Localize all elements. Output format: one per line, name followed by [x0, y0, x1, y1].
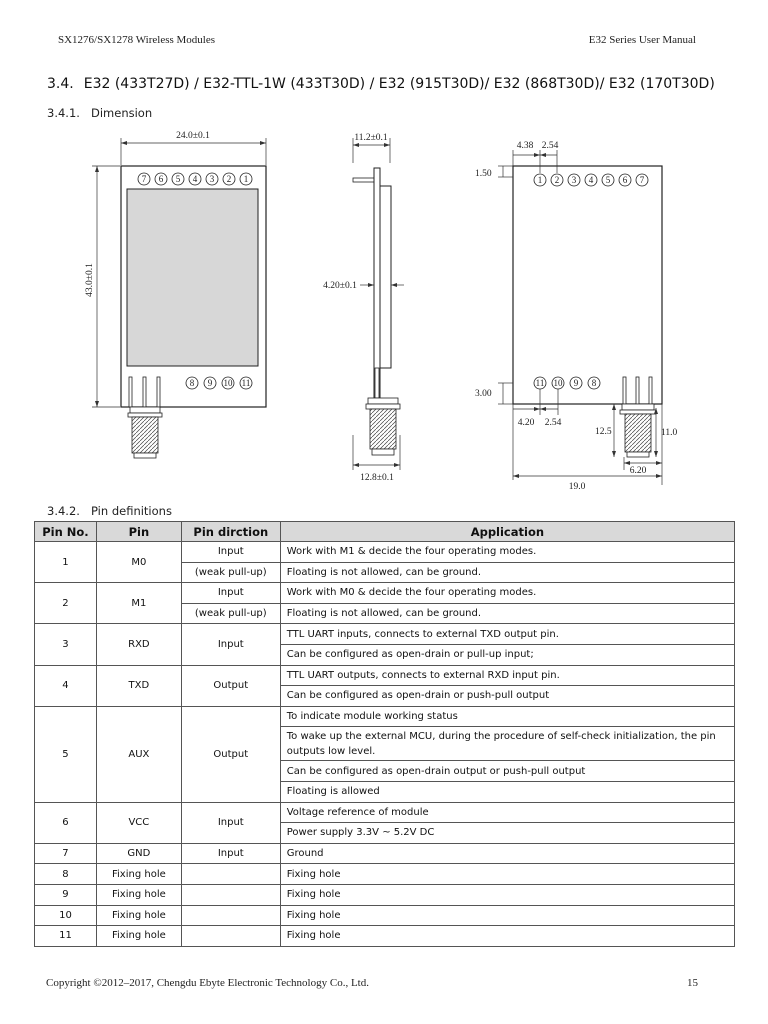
application-cell: Fixing hole — [280, 926, 734, 947]
footer-copyright: Copyright ©2012–2017, Chengdu Ebyte Electronic Technology Co., Ltd. — [46, 977, 369, 989]
dimension-label: Dimension — [91, 106, 153, 120]
side-mid-label: 4.20±0.1 — [323, 281, 357, 291]
application-cell: Floating is allowed — [280, 781, 734, 802]
pin-dir-cell: Input — [181, 583, 280, 604]
front-height-label: 43.0±0.1 — [85, 263, 95, 297]
col-header-application: Application — [280, 522, 734, 542]
back-top-pin: 7 — [639, 175, 645, 185]
pin-dir-cell: Input — [181, 542, 280, 563]
back-dim-d3: 1.50 — [475, 169, 492, 179]
pin-dir-cell: Input — [181, 843, 280, 864]
application-cell: To wake up the external MCU, during the procedure of self-check initialization, the pin outputs low level. — [280, 727, 734, 761]
pin-dir-cell: Output — [181, 665, 280, 706]
front-top-pin: 3 — [209, 174, 215, 184]
application-cell: Voltage reference of module — [280, 802, 734, 823]
side-view — [323, 133, 404, 483]
pindef-number: 3.4.2. — [47, 504, 80, 518]
back-top-pin: 6 — [622, 175, 628, 185]
col-header-direction: Pin dirction — [181, 522, 280, 542]
pin-dir-cell: Input — [181, 624, 280, 665]
pin-name-cell: TXD — [96, 665, 181, 706]
footer-page-number: 15 — [687, 977, 698, 989]
pin-name-cell: M0 — [96, 542, 181, 583]
back-top-pin: 5 — [605, 175, 611, 185]
application-cell: TTL UART inputs, connects to external TXD output pin. — [280, 624, 734, 645]
col-header-pin: Pin — [96, 522, 181, 542]
dimension-number: 3.4.1. — [47, 106, 80, 120]
back-top-pin: 3 — [571, 175, 577, 185]
back-top-pin: 2 — [554, 175, 560, 185]
front-sma-connector — [128, 407, 162, 458]
pin-dir-cell: Output — [181, 706, 280, 802]
pin-dir-cell — [181, 926, 280, 947]
application-cell: TTL UART outputs, connects to external RXD input pin. — [280, 665, 734, 686]
pin-no-cell: 7 — [35, 843, 97, 864]
pin-definitions-table — [34, 521, 735, 947]
pin-dir-cell: (weak pull-up) — [181, 562, 280, 583]
back-dim-d8: 11.0 — [661, 428, 678, 438]
front-bottom-pin: 11 — [241, 378, 251, 388]
pin-name-cell: M1 — [96, 583, 181, 624]
pin-name-cell: VCC — [96, 802, 181, 843]
pin-no-cell: 3 — [35, 624, 97, 665]
back-top-pin: 4 — [588, 175, 594, 185]
pin-dir-cell: (weak pull-up) — [181, 603, 280, 624]
dimension-drawing — [0, 125, 768, 505]
front-top-pin: 1 — [243, 174, 249, 184]
table-row — [35, 542, 735, 563]
table-row — [35, 802, 735, 823]
back-dim-d6: 2.54 — [544, 418, 562, 428]
back-bottom-pin: 9 — [573, 378, 579, 388]
table-row — [35, 884, 735, 905]
application-cell: Can be configured as open-drain output or push-pull output — [280, 761, 734, 782]
back-dim-d4: 3.00 — [475, 389, 492, 399]
application-cell: Fixing hole — [280, 905, 734, 926]
pin-name-cell: AUX — [96, 706, 181, 802]
side-shield — [380, 186, 391, 368]
pin-name-cell: Fixing hole — [96, 864, 181, 885]
pin-no-cell: 1 — [35, 542, 97, 583]
pin-no-cell: 10 — [35, 905, 97, 926]
pin-name-cell: Fixing hole — [96, 905, 181, 926]
pin-name-cell: RXD — [96, 624, 181, 665]
front-bottom-pin: 9 — [207, 378, 213, 388]
pin-name-cell: GND — [96, 843, 181, 864]
pin-no-cell: 4 — [35, 665, 97, 706]
header-right: E32 Series User Manual — [588, 34, 696, 46]
pin-dir-cell — [181, 864, 280, 885]
section-number: 3.4. — [47, 76, 74, 92]
back-bottom-pin: 8 — [591, 378, 597, 388]
pin-no-cell: 9 — [35, 884, 97, 905]
pin-no-cell: 5 — [35, 706, 97, 802]
application-cell: To indicate module working status — [280, 706, 734, 727]
pin-no-cell: 6 — [35, 802, 97, 843]
front-top-pin: 7 — [141, 174, 147, 184]
front-top-pin: 6 — [158, 174, 164, 184]
application-cell: Fixing hole — [280, 884, 734, 905]
table-row — [35, 926, 735, 947]
back-board-outline — [513, 166, 662, 404]
pindef-subheading — [47, 504, 172, 518]
side-sma-connector — [366, 398, 400, 455]
back-dim-d2: 2.54 — [541, 141, 559, 151]
front-width-label: 24.0±0.1 — [176, 131, 210, 141]
header-left: SX1276/SX1278 Wireless Modules — [58, 34, 216, 46]
section-title — [47, 76, 715, 92]
back-view — [475, 141, 678, 492]
back-dim-d7: 12.5 — [595, 427, 612, 437]
application-cell: Floating is not allowed, can be ground. — [280, 603, 734, 624]
front-top-pin: 2 — [226, 174, 232, 184]
pin-no-cell: 8 — [35, 864, 97, 885]
table-row — [35, 843, 735, 864]
pin-no-cell: 11 — [35, 926, 97, 947]
table-row — [35, 624, 735, 645]
table-row — [35, 665, 735, 686]
table-header-row — [35, 522, 735, 542]
dimension-subheading — [47, 106, 152, 120]
back-bottom-pin: 10 — [553, 378, 563, 388]
front-view — [85, 131, 266, 458]
application-cell: Ground — [280, 843, 734, 864]
application-cell: Can be configured as open-drain or pull-up input; — [280, 644, 734, 665]
pin-name-cell: Fixing hole — [96, 884, 181, 905]
table-row — [35, 706, 735, 727]
back-dim-d10: 19.0 — [568, 482, 586, 492]
back-top-pin: 1 — [537, 175, 543, 185]
table-row — [35, 905, 735, 926]
front-top-pin: 5 — [175, 174, 181, 184]
front-bottom-pin: 8 — [189, 378, 195, 388]
back-sma-connector — [620, 404, 656, 457]
pin-dir-cell — [181, 905, 280, 926]
back-bottom-pin: 11 — [535, 378, 545, 388]
pin-dir-cell: Input — [181, 802, 280, 843]
side-top-label: 11.2±0.1 — [354, 133, 388, 143]
front-bottom-pin: 10 — [223, 378, 233, 388]
application-cell: Can be configured as open-drain or push-pull output — [280, 686, 734, 707]
back-dim-d9: 6.20 — [629, 466, 647, 476]
application-cell: Floating is not allowed, can be ground. — [280, 562, 734, 583]
pin-no-cell: 2 — [35, 583, 97, 624]
front-shield-can — [127, 189, 258, 366]
table-row — [35, 583, 735, 604]
col-header-pin-no: Pin No. — [35, 522, 97, 542]
pindef-label: Pin definitions — [91, 504, 172, 518]
application-cell: Work with M0 & decide the four operating modes. — [280, 583, 734, 604]
application-cell: Fixing hole — [280, 864, 734, 885]
pin-dir-cell — [181, 884, 280, 905]
front-top-pin: 4 — [192, 174, 198, 184]
application-cell: Work with M1 & decide the four operating modes. — [280, 542, 734, 563]
table-row — [35, 864, 735, 885]
application-cell: Power supply 3.3V ~ 5.2V DC — [280, 823, 734, 844]
pin-name-cell: Fixing hole — [96, 926, 181, 947]
side-bottom-label: 12.8±0.1 — [360, 473, 394, 483]
back-dim-d1: 4.38 — [516, 141, 534, 151]
section-heading: E32 (433T27D) / E32-TTL-1W (433T30D) / E32 (915T30D)/ E32 (868T30D)/ E32 (170T30D) — [83, 76, 715, 92]
back-dim-d5: 4.20 — [517, 418, 535, 428]
